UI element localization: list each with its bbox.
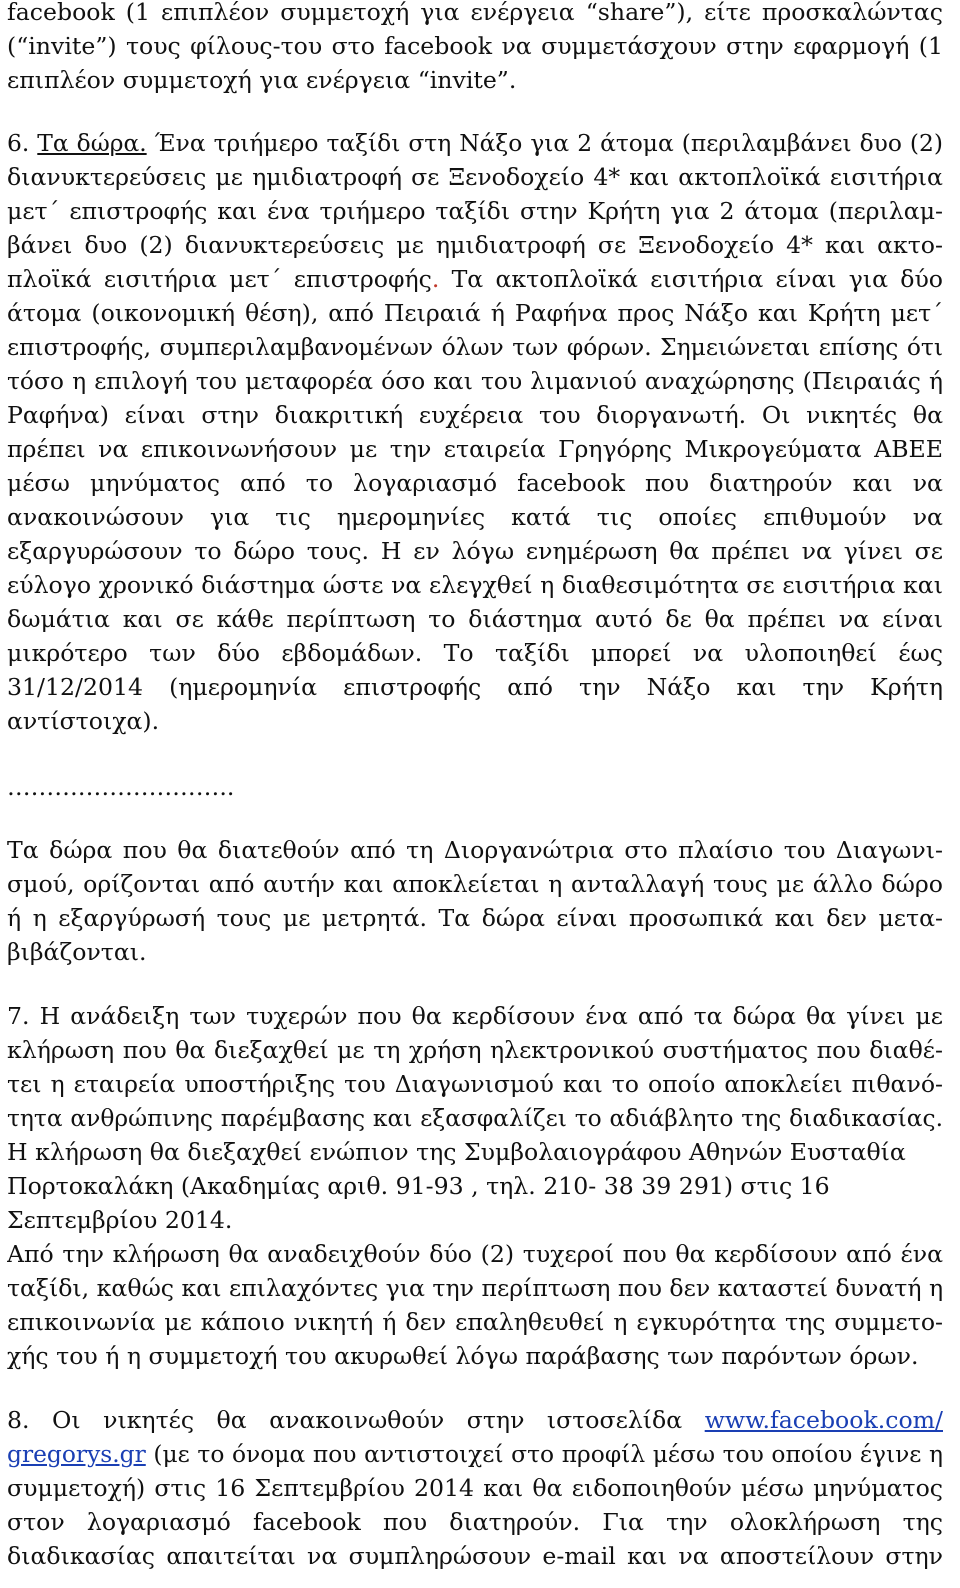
- section-6-heading-line: [7, 126, 943, 160]
- red-period: .: [431, 265, 440, 293]
- text-line: άτομα (οικονομική θέση), από Πειραιά ή Ραφήνα προς Νάξο και Κρήτη μετ΄: [7, 299, 943, 327]
- text-line: σμού, ορίζονται από αυτήν και αποκλείεται η ανταλλαγή τους με άλλο δώρο: [7, 870, 943, 898]
- text-line: Ραφήνα) είναι στην διακριτική ευχέρεια του διοργανωτή. Οι νικητές θα: [7, 401, 943, 429]
- text-line: [7, 262, 943, 296]
- text-line: διανυκτερεύσεις με ημιδιατροφή σε Ξενοδοχείο 4* και ακτοπλοϊκά εισιτήρια: [7, 163, 943, 191]
- text-line: τόσο η επιλογή του μεταφορέα όσο και του λιμανιού αναχώρησης (Πειραιάς ή: [7, 367, 943, 395]
- text-line: βάνει δυο (2) διανυκτερεύσεις με ημιδιατροφή σε Ξενοδοχείο 4* και ακτο-: [7, 231, 943, 259]
- facebook-page-link[interactable]: www.facebook.com/: [704, 1406, 943, 1434]
- text-line: ανακοινώσουν για τις ημερομηνίες κατά τις οποίες επιθυμούν να: [7, 503, 943, 531]
- text-line: (“invite”) τους φίλους-του στο facebook να συμμετάσχουν στην εφαρμογή (1: [7, 32, 943, 60]
- text-line: διαδικασίας απαιτείται να συμπληρώσουν e-mail και να αποστείλουν στην: [7, 1542, 943, 1570]
- text-line: τητα ανθρώπινης παρέμβασης και εξασφαλίζει το αδιάβλητο της διαδικασίας.: [7, 1104, 943, 1132]
- text-line: Σεπτεμβρίου 2014.: [7, 1206, 233, 1234]
- section-number: 6.: [7, 129, 30, 157]
- text-line: στον λογαριασμό facebook που διατηρούν. Για την ολοκλήρωση της: [7, 1508, 943, 1536]
- text-line: ή η εξαργύρωσή τους με μετρητά. Τα δώρα είναι προσωπικά και δεν μετα-: [7, 904, 943, 932]
- text-line: Πορτοκαλάκη (Ακαδημίας αριθ. 91-93 , τηλ. 210- 38 39 291) στις 16: [7, 1172, 830, 1200]
- text-line: αντίστοιχα).: [7, 707, 160, 735]
- section-6-title: Τα δώρα.: [37, 129, 147, 157]
- text-line: εξαργυρώσουν το δώρο τους. Η εν λόγω ενημέρωση θα πρέπει να γίνει σε: [7, 537, 943, 565]
- section-7-first-line: 7. Η ανάδειξη των τυχερών που θα κερδίσουν ένα από τα δώρα θα γίνει με: [7, 1002, 943, 1030]
- text-line: πρέπει να επικοινωνήσουν με την εταιρεία Γρηγόρης Μικρογεύματα ΑΒΕΕ: [7, 435, 943, 463]
- text-line: Από την κλήρωση θα αναδειχθούν δύο (2) τυχεροί που θα κερδίσουν από ένα: [7, 1240, 943, 1268]
- text-line: μετ΄ επιστροφής και ένα τριήμερο ταξίδι στην Κρήτη για 2 άτομα (περιλαμ-: [7, 197, 943, 225]
- text-span: (με το όνομα που αντιστοιχεί στο προφίλ μέσω του οποίου έγινε η: [145, 1440, 943, 1468]
- text-line: μέσω μηνύματος από το λογαριασμό facebook που διατηρούν και να: [7, 469, 943, 497]
- text-line: ταξίδι, καθώς και επιλαχόντες για την περίπτωση που δεν καταστεί δυνατή η: [7, 1274, 943, 1302]
- text-span: 8. Οι νικητές θα ανακοινωθούν στην ιστοσελίδα: [7, 1406, 705, 1434]
- text-span: Τα ακτοπλοϊκά εισιτήρια είναι για δύο: [439, 265, 943, 293]
- text-line: βιβάζονται.: [7, 938, 147, 966]
- text-line: δωμάτια και σε κάθε περίπτωση το διάστημα αυτό δε θα πρέπει να είναι: [7, 605, 943, 633]
- text-span: Ένα τριήμερο ταξίδι στη Νάξο για 2 άτομα (περιλαμβάνει δυο (2): [146, 129, 943, 157]
- ellipsis-separator: ………………………..: [7, 773, 235, 801]
- text-line: επιπλέον συμμετοχή για ενέργεια “invite”.: [7, 66, 517, 94]
- text-line: χής του ή η συμμετοχή του ακυρωθεί λόγω παράβασης των παρόντων όρων.: [7, 1342, 919, 1370]
- text-line: 31/12/2014 (ημερομηνία επιστροφής από την Νάξο και την Κρήτη: [7, 673, 943, 701]
- text-line: εύλογο χρονικό διάστημα ώστε να ελεγχθεί η διαθεσιμότητα σε εισιτήρια και: [7, 571, 943, 599]
- facebook-page-link-continued[interactable]: gregorys.gr: [7, 1440, 146, 1468]
- text-line: μικρότερο των δύο εβδομάδων. Το ταξίδι μπορεί να υλοποιηθεί έως: [7, 639, 943, 667]
- text-line: Η κλήρωση θα διεξαχθεί ενώπιον της Συμβολαιογράφου Αθηνών Ευσταθία: [7, 1138, 906, 1166]
- text-line: επιστροφής, συμπεριλαμβανομένων όλων των φόρων. Σημειώνεται επίσης ότι: [7, 333, 943, 361]
- text-span: πλοϊκά εισιτήρια μετ΄ επιστροφής: [7, 265, 432, 293]
- text-line: Τα δώρα που θα διατεθούν από τη Διοργανώτρια στο πλαίσιο του Διαγωνι-: [7, 836, 943, 864]
- section-8-first-line: [7, 1403, 943, 1437]
- text-line: συμμετοχή) στις 16 Σεπτεμβρίου 2014 και θα ειδοποιηθούν μέσω μηνύματος: [7, 1474, 943, 1502]
- text-line: κλήρωση που θα διεξαχθεί με τη χρήση ηλεκτρονικού συστήματος που διαθέ-: [7, 1036, 943, 1064]
- text-line: τει η εταιρεία υποστήριξης του Διαγωνισμού και το οποίο αποκλείει πιθανό-: [7, 1070, 943, 1098]
- text-line: [7, 1437, 943, 1471]
- text-line: facebook (1 επιπλέον συμμετοχή για ενέργεια “share”), είτε προσκαλώντας: [7, 0, 943, 26]
- text-line: επικοινωνία με κάποιο νικητή ή δεν επαληθευθεί η εγκυρότητα της συμμετο-: [7, 1308, 943, 1336]
